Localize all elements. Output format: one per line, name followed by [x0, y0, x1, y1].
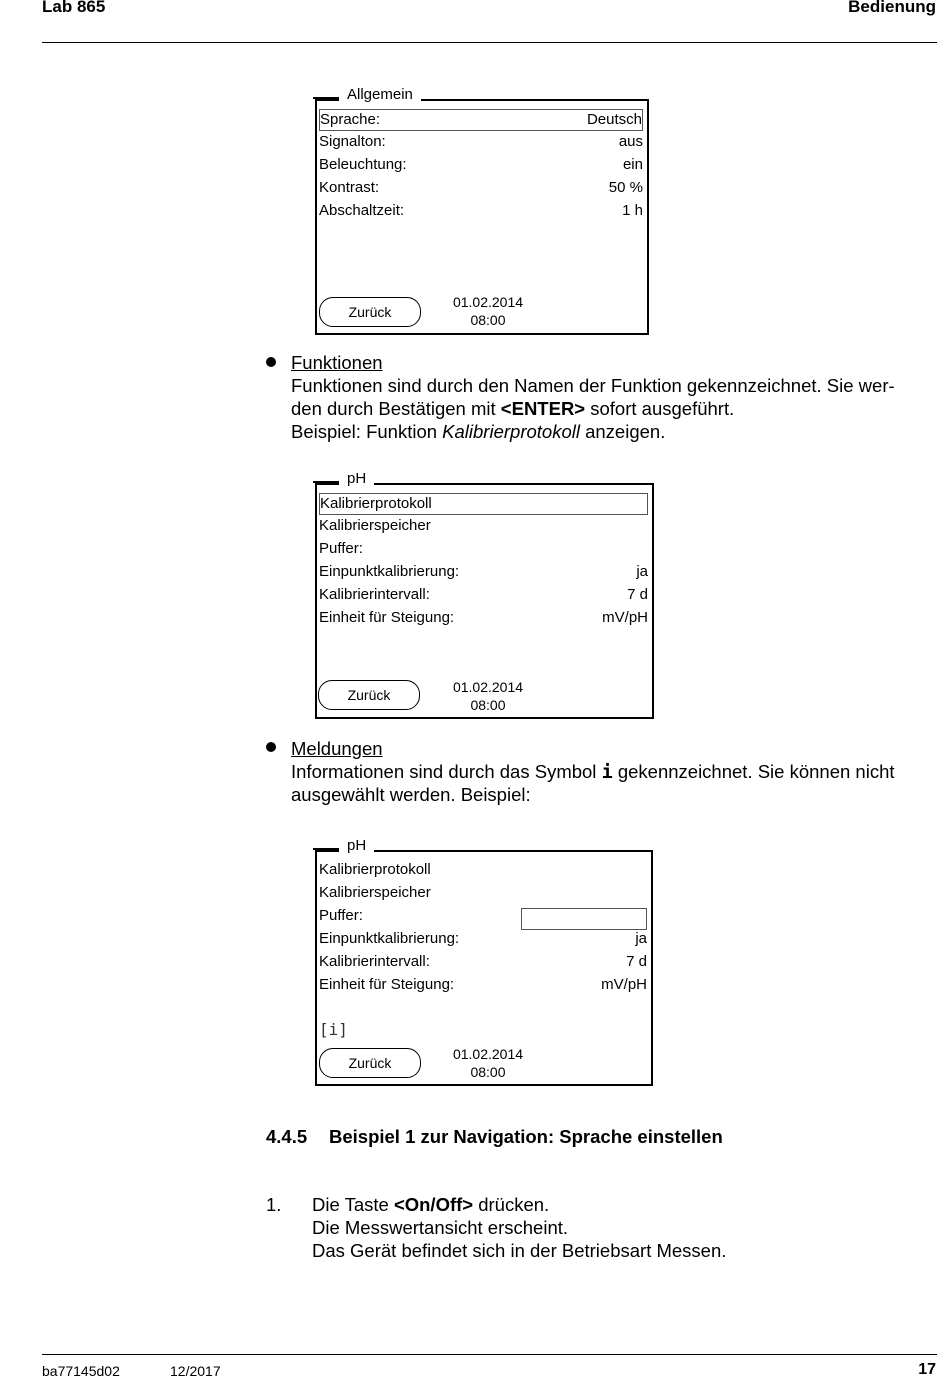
menu-row-signalton[interactable]: Signalton: aus	[319, 133, 643, 150]
display-date: 01.02.2014	[452, 1046, 524, 1062]
display-panel-allgemein	[315, 86, 649, 335]
menu-row-einpunktkalibrierung[interactable]: Einpunktkalibrierung: ja	[319, 563, 648, 580]
section-title: Beispiel 1 zur Navigation: Sprache einstellen	[329, 1126, 723, 1147]
page-number: 17	[918, 1361, 936, 1378]
display-panel-ph-info	[315, 837, 653, 1086]
funktionen-text-line1: Funktionen sind durch den Namen der Funktion gekennzeichnet. Sie wer-	[291, 375, 895, 396]
bullet-icon	[266, 742, 276, 752]
section-number: 4.4.5	[266, 1126, 308, 1147]
display-date: 01.02.2014	[452, 679, 524, 695]
menu-row-einheit-steigung[interactable]: Einheit für Steigung: mV/pH	[319, 609, 648, 626]
menu-row-einheit-steigung[interactable]: Einheit für Steigung: mV/pH	[319, 976, 647, 993]
zurueck-softkey[interactable]: Zurück	[319, 297, 421, 327]
menu-row-kalibrierprotokoll[interactable]: Kalibrierprotokoll	[319, 861, 431, 878]
menu-row-puffer[interactable]: Puffer:	[319, 540, 363, 557]
funktionen-text-line3: Beispiel: Funktion Kalibrierprotokoll anzeigen.	[291, 421, 666, 442]
puffer-value-field[interactable]	[521, 908, 647, 930]
menu-row-sprache[interactable]: Sprache: Deutsch	[319, 109, 643, 131]
menu-row-abschaltzeit[interactable]: Abschaltzeit: 1 h	[319, 202, 643, 219]
header-left: Lab 865	[42, 0, 106, 16]
menu-row-kontrast[interactable]: Kontrast: 50 %	[319, 179, 643, 196]
footer-date: 12/2017	[170, 1363, 221, 1379]
header-right: Bedienung	[848, 0, 936, 16]
menu-row-kalibrierprotokoll[interactable]: Kalibrierprotokoll	[319, 493, 648, 515]
display-date: 01.02.2014	[452, 294, 524, 310]
step-line1: Die Taste <On/Off> drücken.	[312, 1194, 550, 1215]
menu-row-kalibrierspeicher[interactable]: Kalibrierspeicher	[319, 884, 431, 901]
info-icon: [i]	[319, 1020, 348, 1039]
display-time: 08:00	[470, 697, 506, 713]
meldungen-text-line1: Informationen sind durch das Symbol i gekennzeichnet. Sie können nicht	[291, 761, 895, 783]
display-time: 08:00	[470, 1064, 506, 1080]
panel-title: Allgemein	[339, 85, 421, 105]
display-panel-ph-functions	[315, 470, 654, 719]
panel-title: pH	[339, 836, 374, 856]
step-number: 1.	[266, 1194, 282, 1215]
step-line2: Die Messwertansicht erscheint.	[312, 1217, 569, 1238]
menu-row-einpunktkalibrierung[interactable]: Einpunktkalibrierung: ja	[319, 930, 647, 947]
menu-row-beleuchtung[interactable]: Beleuchtung: ein	[319, 156, 643, 173]
menu-row-kalibrierspeicher[interactable]: Kalibrierspeicher	[319, 517, 431, 534]
funktionen-text-line2: den durch Bestätigen mit <ENTER> sofort ausgeführt.	[291, 398, 735, 419]
bullet-icon	[266, 357, 276, 367]
footer-rule	[42, 1354, 937, 1355]
zurueck-softkey[interactable]: Zurück	[318, 680, 420, 710]
panel-title: pH	[339, 469, 374, 489]
menu-row-kalibrierintervall[interactable]: Kalibrierintervall: 7 d	[319, 586, 648, 603]
zurueck-softkey[interactable]: Zurück	[319, 1048, 421, 1078]
info-icon: i	[601, 762, 613, 783]
step-line3: Das Gerät befindet sich in der Betriebsart Messen.	[312, 1240, 727, 1261]
funktionen-heading: Funktionen	[291, 352, 383, 373]
display-time: 08:00	[470, 312, 506, 328]
meldungen-text-line2: ausgewählt werden. Beispiel:	[291, 784, 531, 805]
meldungen-heading: Meldungen	[291, 738, 383, 759]
header-rule	[42, 42, 937, 43]
menu-row-kalibrierintervall[interactable]: Kalibrierintervall: 7 d	[319, 953, 647, 970]
footer-doc-id: ba77145d02	[42, 1363, 120, 1379]
menu-row-puffer[interactable]: Puffer:	[319, 907, 363, 924]
